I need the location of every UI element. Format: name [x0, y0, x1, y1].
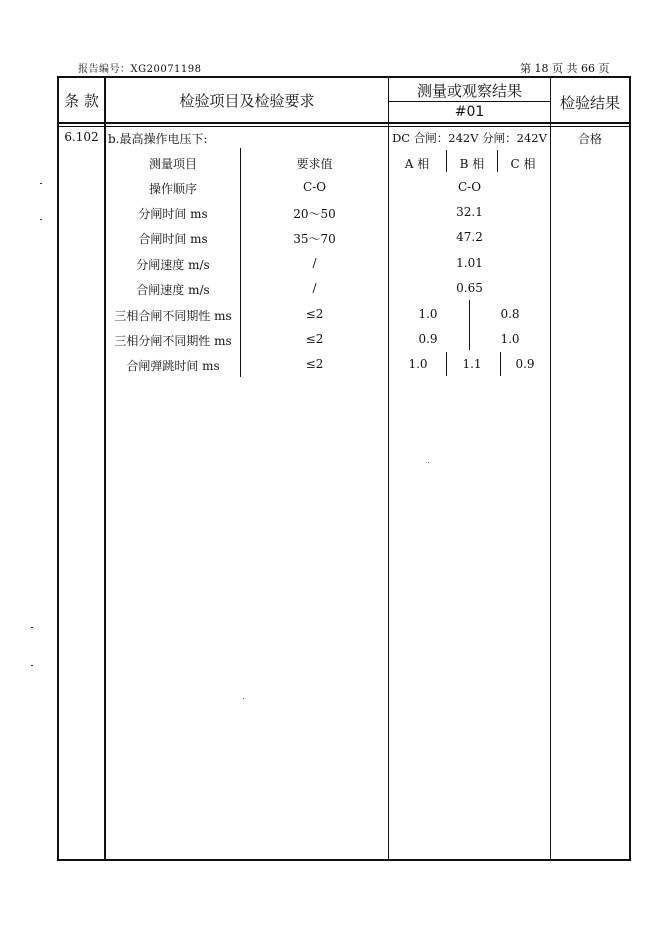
row-value: C-O: [457, 180, 482, 194]
measure-sub-line: [388, 101, 550, 102]
bounce-divider-1: [446, 352, 447, 376]
row-value-left: 1.0: [418, 307, 438, 321]
row-value-right: 1.0: [500, 332, 520, 346]
row-item: 操作顺序: [148, 182, 197, 196]
item-header: 检验项目及检验要求: [179, 92, 315, 110]
row-value-right: 0.8: [500, 307, 520, 321]
row-item: 合闸弹跳时间 ms: [126, 359, 220, 373]
section-title: b.最高操作电压下:: [108, 132, 208, 146]
row-req: 35～70: [293, 232, 336, 246]
scan-speck: [40, 183, 42, 184]
row-req: /: [312, 256, 317, 270]
voltage-note: DC 合闸：242V 分闸：242V: [392, 131, 547, 145]
table-top-border: [57, 76, 631, 78]
scan-speck: [243, 698, 244, 699]
col-sep-measure: [550, 76, 551, 861]
row-req: 20～50: [293, 207, 336, 221]
row-item: 三相合闸不同期性 ms: [114, 309, 232, 323]
row-req: ≤2: [305, 357, 324, 371]
report-number: 报告编号：XG20071198: [78, 64, 202, 75]
result-value: 合格: [577, 132, 602, 146]
subhead-phase-c: C 相: [510, 157, 536, 171]
page-info: 第 18 页 共 66 页: [520, 62, 610, 75]
row-value: 1.01: [456, 256, 483, 270]
table-bottom-border: [57, 859, 631, 861]
table-left-border: [57, 76, 59, 861]
table-right-border: [629, 76, 631, 861]
header-bottom-border: [57, 122, 631, 124]
subhead-req: 要求值: [296, 157, 333, 171]
clause-number: 6.102: [64, 130, 99, 144]
bounce-divider-2: [500, 352, 501, 376]
scan-speck: [31, 627, 33, 628]
row-req: C-O: [302, 180, 327, 194]
row-item: 合闸时间 ms: [138, 232, 208, 246]
row-item: 合闸速度 m/s: [136, 283, 210, 297]
scan-speck: [40, 219, 42, 220]
row-value-left: 0.9: [418, 332, 438, 346]
row-value: 47.2: [456, 230, 483, 244]
measure-header: 测量或观察结果: [416, 82, 522, 100]
async-divider: [469, 300, 470, 350]
row-item: 分闸时间 ms: [138, 207, 208, 221]
scan-speck: [31, 665, 33, 666]
header-bottom-border-2: [57, 126, 631, 127]
subhead-item: 测量项目: [148, 157, 197, 171]
result-header: 检验结果: [559, 94, 620, 112]
row-req: ≤2: [305, 332, 324, 346]
row-value-a: 1.0: [408, 357, 428, 371]
row-item: 分闸速度 m/s: [136, 258, 210, 272]
row-value-b: 1.1: [462, 357, 482, 371]
row-value: 32.1: [456, 205, 483, 219]
clause-header: 条 款: [64, 92, 99, 110]
row-req: ≤2: [305, 307, 324, 321]
scan-speck: [428, 462, 429, 463]
row-item: 三相分闸不同期性 ms: [114, 334, 232, 348]
subhead-phase-a: A 相: [404, 157, 430, 171]
subhead-phase-b: B 相: [459, 157, 485, 171]
row-value-c: 0.9: [515, 357, 535, 371]
row-req: /: [312, 281, 317, 295]
sample-header: #01: [454, 104, 485, 120]
row-value: 0.65: [456, 281, 483, 295]
